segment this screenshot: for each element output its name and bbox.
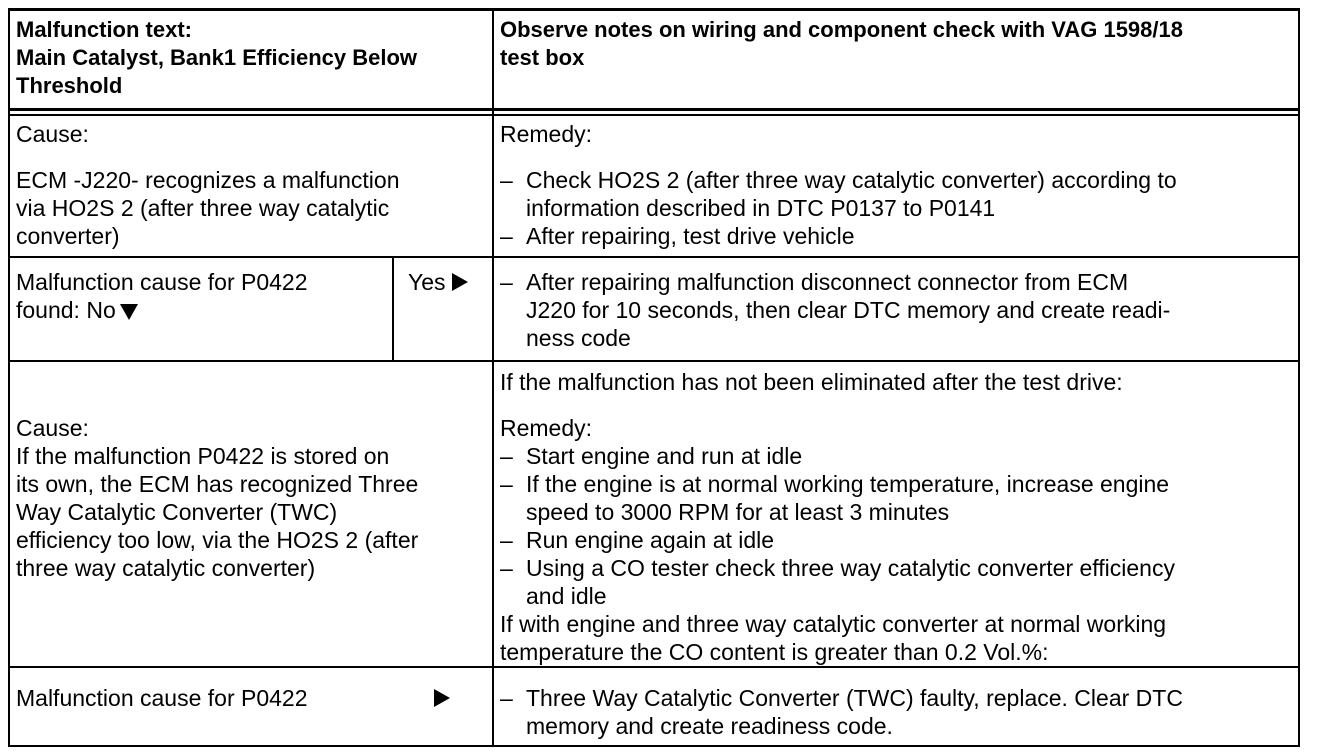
- row2-cause-line2: [16, 296, 138, 324]
- header-right-line1: Observe notes on wiring and component check with VAG 1598/18: [500, 17, 1183, 42]
- row3-cause-line1: If the malfunction P0422 is stored on: [16, 443, 390, 469]
- row4-cause: Malfunction cause for P0422: [16, 685, 308, 711]
- row4-remedy-dash-1: –: [500, 685, 513, 711]
- row3-remedy-label: Remedy:: [500, 415, 593, 441]
- row2-yes-label: Yes: [408, 269, 446, 295]
- row3-remedy-4-line2: and idle: [526, 583, 607, 609]
- row2-cause-line1: Malfunction cause for P0422: [16, 269, 308, 295]
- header-left-line2: Main Catalyst, Bank1 Efficiency Below: [16, 45, 418, 70]
- row1-remedy-1-line2: information described in DTC P0137 to P0141: [526, 195, 996, 221]
- arrow-right-icon: [434, 689, 450, 707]
- border-row1-bottom: [8, 256, 1300, 258]
- header-left-line1: Malfunction text:: [16, 17, 192, 42]
- row3-cause-label: Cause:: [16, 415, 89, 441]
- row3-remedy-2-line1: If the engine is at normal working temperature, increase engine: [526, 471, 1170, 497]
- row1-cause-line1: ECM -J220- recognizes a malfunction: [16, 167, 400, 193]
- border-bottom: [8, 745, 1300, 747]
- row3-remedy-2-line2: speed to 3000 RPM for at least 3 minutes: [526, 499, 950, 525]
- row1-cause-line2: via HO2S 2 (after three way catalytic: [16, 195, 390, 221]
- row4-remedy-1-line2: memory and create readiness code.: [526, 713, 893, 739]
- row3-remedy-dash-2: –: [500, 471, 513, 497]
- row2-remedy-dash-1: –: [500, 269, 513, 295]
- row2-yes: [408, 268, 468, 296]
- row4-arrow: [428, 684, 450, 712]
- row3-remedy-1-line1: Start engine and run at idle: [526, 443, 803, 469]
- row1-remedy-dash-2: –: [500, 223, 513, 249]
- row3-cause-line4: efficiency too low, via the HO2S 2 (after: [16, 527, 419, 553]
- row1-cause-label: Cause:: [16, 121, 89, 147]
- row2-remedy-1-line3: ness code: [526, 325, 631, 351]
- row1-remedy-1-line1: Check HO2S 2 (after three way catalytic converter) according to: [526, 167, 1177, 193]
- border-middle: [492, 8, 494, 747]
- border-header-bottom-2: [8, 114, 1300, 116]
- arrow-right-icon: [452, 273, 468, 291]
- row3-remedy-dash-3: –: [500, 527, 513, 553]
- row4-remedy-1-line1: Three Way Catalytic Converter (TWC) faulty, replace. Clear DTC: [526, 685, 1183, 711]
- row1-remedy-dash-1: –: [500, 167, 513, 193]
- row3-remedy-dash-4: –: [500, 555, 513, 581]
- border-row3-bottom: [8, 666, 1300, 668]
- arrow-down-icon: [120, 304, 138, 320]
- row1-remedy-label: Remedy:: [500, 121, 593, 147]
- row3-cause-line2: its own, the ECM has recognized Three: [16, 471, 419, 497]
- row3-remedy-3-line1: Run engine again at idle: [526, 527, 775, 553]
- row3-remedy-dash-1: –: [500, 443, 513, 469]
- border-row2-bottom: [8, 360, 1300, 362]
- border-row2-split: [392, 256, 394, 362]
- row3-condition-line2: temperature the CO content is greater than 0.2 Vol.%:: [500, 639, 1049, 665]
- row2-remedy-1-line2: J220 for 10 seconds, then clear DTC memory and create readi-: [526, 297, 1171, 323]
- row3-cause-line3: Way Catalytic Converter (TWC): [16, 499, 338, 525]
- border-header-bottom: [8, 108, 1300, 111]
- row3-condition-line1: If with engine and three way catalytic converter at normal working: [500, 611, 1167, 637]
- header-left-line3: Threshold: [16, 73, 123, 98]
- border-left: [8, 8, 10, 747]
- row3-cause-line5: three way catalytic converter): [16, 555, 316, 581]
- row1-remedy-2-line1: After repairing, test drive vehicle: [526, 223, 855, 249]
- row1-cause-line3: converter): [16, 223, 120, 249]
- border-top: [8, 8, 1300, 11]
- row2-cause-found-label: found: No: [16, 297, 116, 323]
- header-right-line2: test box: [500, 45, 585, 70]
- row3-intro: If the malfunction has not been eliminated after the test drive:: [500, 369, 1123, 395]
- row2-remedy-1-line1: After repairing malfunction disconnect connector from ECM: [526, 269, 1129, 295]
- row3-remedy-4-line1: Using a CO tester check three way catalytic converter efficiency: [526, 555, 1175, 581]
- border-right: [1298, 8, 1300, 747]
